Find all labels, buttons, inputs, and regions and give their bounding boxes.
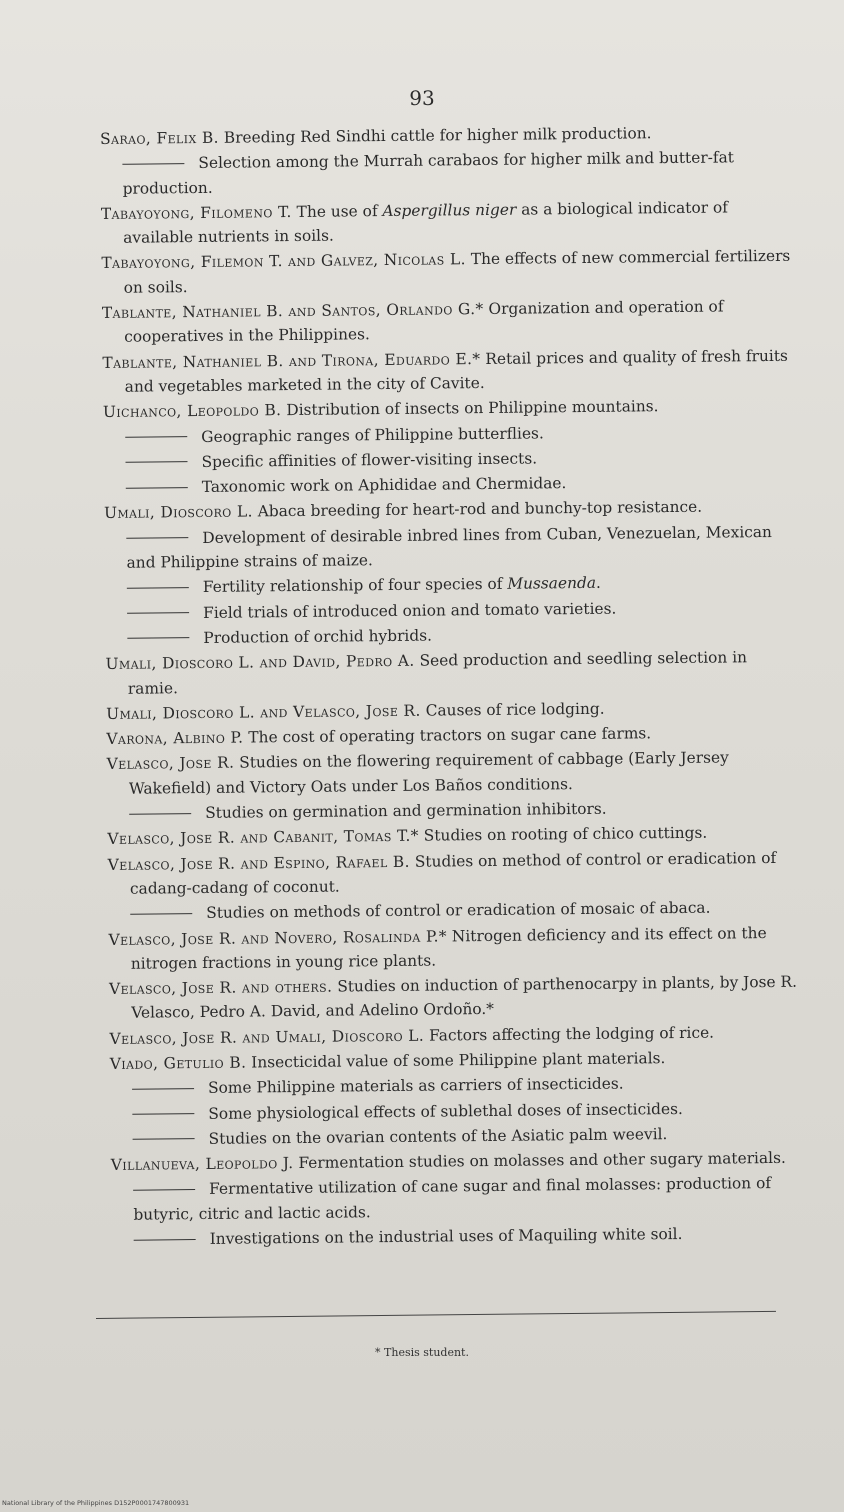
bibliography-entry [108, 920, 798, 976]
entry-author: Tablante, Nathaniel B. and Tirona, Eduardo E.* [102, 349, 481, 372]
entry-title: Studies on methods of control or eradication of mosaic of abaca. [206, 898, 711, 923]
entry-title: Some Philippine materials as carriers of insecticides. [207, 1074, 624, 1098]
entry-title: Some physiological effects of sublethal doses of insecticides. [208, 1099, 683, 1123]
entry-author: Velasco, Jose R. and Novero, Rosalinda P.* [108, 926, 448, 949]
entry-title: Distribution of insects on Philippine mountains. [286, 397, 659, 420]
entry-title: Organization and operation of cooperatives in the Philippines. [124, 297, 724, 347]
entry-title: Studies on method of control or eradication of cadang-cadang of coconut. [129, 848, 777, 898]
entry-author: Viado, Getulio B. [109, 1053, 247, 1073]
bibliography-entry [102, 294, 792, 350]
footnote-divider [96, 1311, 776, 1319]
entry-title: Studies on the ovarian contents of the Asiatic palm weevil. [208, 1124, 668, 1148]
entry-author: Velasco, Jose R. and Umali, Dioscoro L. [109, 1026, 425, 1048]
bibliography-entry [101, 195, 791, 251]
bibliography-entry [102, 343, 792, 399]
entry-author: Umali, Dioscoro L. and Velasco, Jose R. [106, 701, 421, 723]
entry-title: Fermentation studies on molasses and other sugary materials. [298, 1149, 786, 1173]
repeat-author-dash [126, 461, 188, 463]
bibliography-entry [109, 970, 799, 1026]
repeat-author-dash [129, 813, 191, 815]
bibliography-entry [106, 645, 796, 701]
repeat-author-dash [127, 638, 189, 640]
entry-author: Velasco, Jose R. [106, 754, 235, 774]
entry-title-post: . [595, 574, 601, 593]
entry-title: Breeding Red Sindhi cattle for higher milk production. [223, 124, 652, 147]
scan-credit: National Library of the Philippines D152P0001747800931 [2, 1499, 190, 1507]
entry-author: Tabayoyong, Filemon T. and Galvez, Nicolas L. [101, 250, 466, 273]
entry-author: Tablante, Nathaniel B. and Santos, Orlando G.* [101, 300, 484, 323]
entry-title: Development of desirable inbred lines from Cuban, Venezuelan, Mexican and Philippine strains of maize. [126, 522, 773, 572]
entry-title: Geographic ranges of Philippine butterflies. [201, 423, 544, 446]
entry-title-pre: The use of [296, 201, 383, 221]
entry-title: Factors affecting the lodging of rice. [428, 1023, 715, 1045]
repeat-author-dash [130, 913, 192, 915]
entry-title: Retail prices and quality of fresh fruits and vegetables marketed in the city of Cavite. [124, 346, 788, 396]
entry-title: Nitrogen deficiency and its effect on the nitrogen fractions in young rice plants. [130, 923, 767, 973]
entry-author: Velasco, Jose R. and Espino, Rafael B. [107, 852, 410, 874]
entry-author: Umali, Dioscoro L. [103, 502, 253, 523]
entry-title: Fermentative utilization of cane sugar and final molasses: production of butyric, citric and lactic acids. [133, 1174, 772, 1224]
entry-title: Selection among the Murrah carabaos for higher milk and butter-fat production. [122, 148, 735, 198]
entry-author: Velasco, Jose R. and Cabanit, Tomas T.* [107, 827, 419, 849]
bibliography-list [100, 120, 802, 1254]
entry-title: Studies on induction of parthenocarpy in plants, by Jose R. Velasco, Pedro A. David, and Adelino Ordoño.* [131, 972, 798, 1023]
entry-author: Tabayoyong, Filomeno T. [100, 202, 292, 223]
entry-title: Studies on germination and germination inhibitors. [205, 799, 607, 822]
bibliography-entry [104, 520, 794, 576]
repeat-author-dash [126, 487, 188, 489]
entry-title-post: as a biological indicator of available nutrients in soils. [123, 198, 728, 247]
entry-title: Seed production and seedling selection in ramie. [127, 648, 748, 698]
entry-title-species: Aspergillus niger [382, 200, 517, 220]
repeat-author-dash [133, 1189, 195, 1191]
bibliography-entry [101, 244, 791, 300]
entry-title: Insecticidal value of some Philippine plant materials. [251, 1049, 666, 1072]
entry-title: The effects of new commercial fertilizers on soils. [123, 247, 791, 297]
repeat-author-dash [133, 1138, 195, 1140]
entry-author: Villanueva, Leopoldo J. [110, 1154, 294, 1175]
entry-title: Causes of rice lodging. [425, 699, 605, 720]
entry-author: Uichanco, Leopoldo B. [102, 401, 282, 422]
entry-title: Studies on rooting of chico cuttings. [423, 823, 708, 845]
repeat-author-dash [132, 1113, 194, 1115]
entry-title: Field trials of introduced onion and tomato varieties. [202, 599, 617, 622]
entry-author: Velasco, Jose R. and others. [108, 977, 333, 999]
entry-title: Studies on the flowering requirement of cabbage (Early Jersey Wakefield) and Victory Oats under Los Baños conditions. [128, 748, 729, 798]
entry-title: Investigations on the industrial uses of Maquiling white soil. [209, 1225, 683, 1248]
repeat-author-dash [122, 163, 184, 165]
entry-title: Production of orchid hybrids. [203, 626, 433, 647]
entry-title: Abaca breeding for heart-rod and bunchy-top resistance. [257, 498, 703, 521]
entry-title: Specific affinities of flower-visiting insects. [201, 449, 538, 471]
repeat-author-dash [126, 537, 188, 539]
bibliography-entry [107, 745, 797, 801]
bibliography-entry [111, 1171, 801, 1227]
entry-author: Sarao, Felix B. [100, 128, 220, 148]
entry-title: The cost of operating tractors on sugar cane farms. [248, 724, 652, 747]
repeat-author-dash [125, 436, 187, 438]
entry-title-pre: Fertility relationship of four species of [202, 575, 508, 597]
entry-title-species: Mussaenda [507, 574, 597, 594]
page-number: 93 [409, 86, 435, 110]
repeat-author-dash [134, 1239, 196, 1241]
bibliography-entry [108, 845, 798, 901]
repeat-author-dash [132, 1088, 194, 1090]
repeat-author-dash [127, 612, 189, 614]
footnote: * Thesis student. [375, 1346, 469, 1359]
repeat-author-dash [127, 587, 189, 589]
entry-title: Taxonomic work on Aphididae and Chermidae. [201, 474, 567, 497]
entry-author: Varona, Albino P. [106, 728, 244, 749]
bibliography-entry [100, 145, 790, 201]
entry-author: Umali, Dioscoro L. and David, Pedro A. [105, 651, 415, 674]
